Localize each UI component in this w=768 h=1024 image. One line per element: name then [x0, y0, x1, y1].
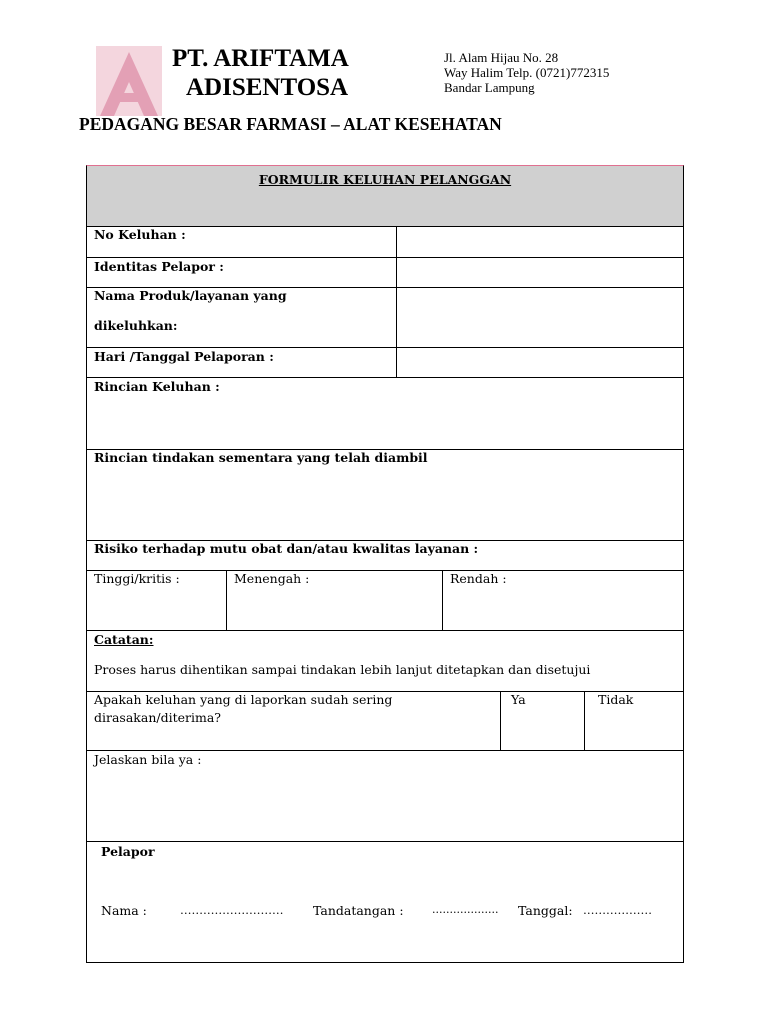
field-nama-dots[interactable]: ……………………… — [180, 903, 284, 917]
company-logo-a-icon — [96, 46, 162, 116]
label-rendah: Rendah : — [450, 571, 507, 586]
row-rincian-keluhan[interactable] — [86, 378, 684, 450]
label-nama: Nama : — [101, 903, 147, 918]
row-rincian-tindakan[interactable] — [86, 450, 684, 541]
label-rincian-keluhan: Rincian Keluhan : — [94, 379, 220, 394]
label-tidak: Tidak — [598, 692, 634, 707]
row-jelaskan[interactable] — [86, 751, 684, 842]
option-tidak[interactable] — [584, 692, 683, 750]
label-catatan: Catatan: — [94, 632, 154, 647]
row-risiko — [86, 541, 684, 571]
label-identitas-pelapor: Identitas Pelapor : — [94, 259, 224, 274]
label-jelaskan: Jelaskan bila ya : — [94, 752, 202, 767]
field-nama-produk[interactable] — [396, 288, 683, 347]
row-pelapor — [86, 842, 684, 963]
label-apakah-2: dirasakan/diterima? — [94, 710, 221, 725]
company-address — [444, 50, 609, 95]
row-catatan — [86, 631, 684, 692]
label-nama-produk-2: dikeluhkan: — [94, 318, 178, 333]
company-name-line2: ADISENTOSA — [186, 74, 349, 101]
label-tanggal: Tanggal: — [518, 903, 573, 918]
row-identitas — [86, 258, 684, 288]
row-apakah — [86, 692, 684, 751]
option-ya[interactable] — [500, 692, 584, 750]
catatan-text: Proses harus dihentikan sampai tindakan lebih lanjut ditetapkan dan disetujui — [94, 662, 591, 677]
field-hari-tanggal[interactable] — [396, 348, 683, 377]
form-title-row — [86, 165, 684, 227]
label-risiko: Risiko terhadap mutu obat dan/atau kwalitas layanan : — [94, 541, 479, 556]
field-no-keluhan[interactable] — [396, 227, 683, 257]
label-pelapor: Pelapor — [101, 844, 155, 859]
label-menengah: Menengah : — [234, 571, 310, 586]
complaint-form — [86, 165, 684, 963]
row-hari-tanggal — [86, 348, 684, 378]
row-risiko-levels — [86, 571, 684, 631]
label-ya: Ya — [511, 692, 526, 707]
company-name-line1: PT. ARIFTAMA — [172, 45, 349, 72]
label-rincian-tindakan: Rincian tindakan sementara yang telah diambil — [94, 450, 428, 465]
form-title: FORMULIR KELUHAN PELANGGAN — [258, 172, 512, 187]
company-tagline: PEDAGANG BESAR FARMASI – ALAT KESEHATAN — [79, 114, 502, 134]
address-line2: Way Halim Telp. (0721)772315 — [444, 65, 610, 80]
label-tinggi-kritis: Tinggi/kritis : — [94, 571, 180, 586]
row-nama-produk — [86, 288, 684, 348]
field-rendah[interactable] — [442, 571, 683, 630]
field-tanggal-dots[interactable]: ……………… — [583, 903, 652, 917]
label-apakah-1: Apakah keluhan yang di laporkan sudah sering — [94, 692, 393, 707]
address-line1: Jl. Alam Hijau No. 28 — [444, 50, 559, 65]
field-menengah[interactable] — [226, 571, 442, 630]
row-no-keluhan — [86, 227, 684, 258]
field-tandatangan-dots[interactable]: ................... — [432, 903, 499, 916]
label-hari-tanggal: Hari /Tanggal Pelaporan : — [94, 349, 274, 364]
label-no-keluhan: No Keluhan : — [94, 227, 186, 242]
label-nama-produk-1: Nama Produk/layanan yang — [94, 288, 287, 303]
field-identitas-pelapor[interactable] — [396, 258, 683, 287]
label-tandatangan: Tandatangan : — [313, 903, 404, 918]
address-line3: Bandar Lampung — [444, 80, 535, 95]
